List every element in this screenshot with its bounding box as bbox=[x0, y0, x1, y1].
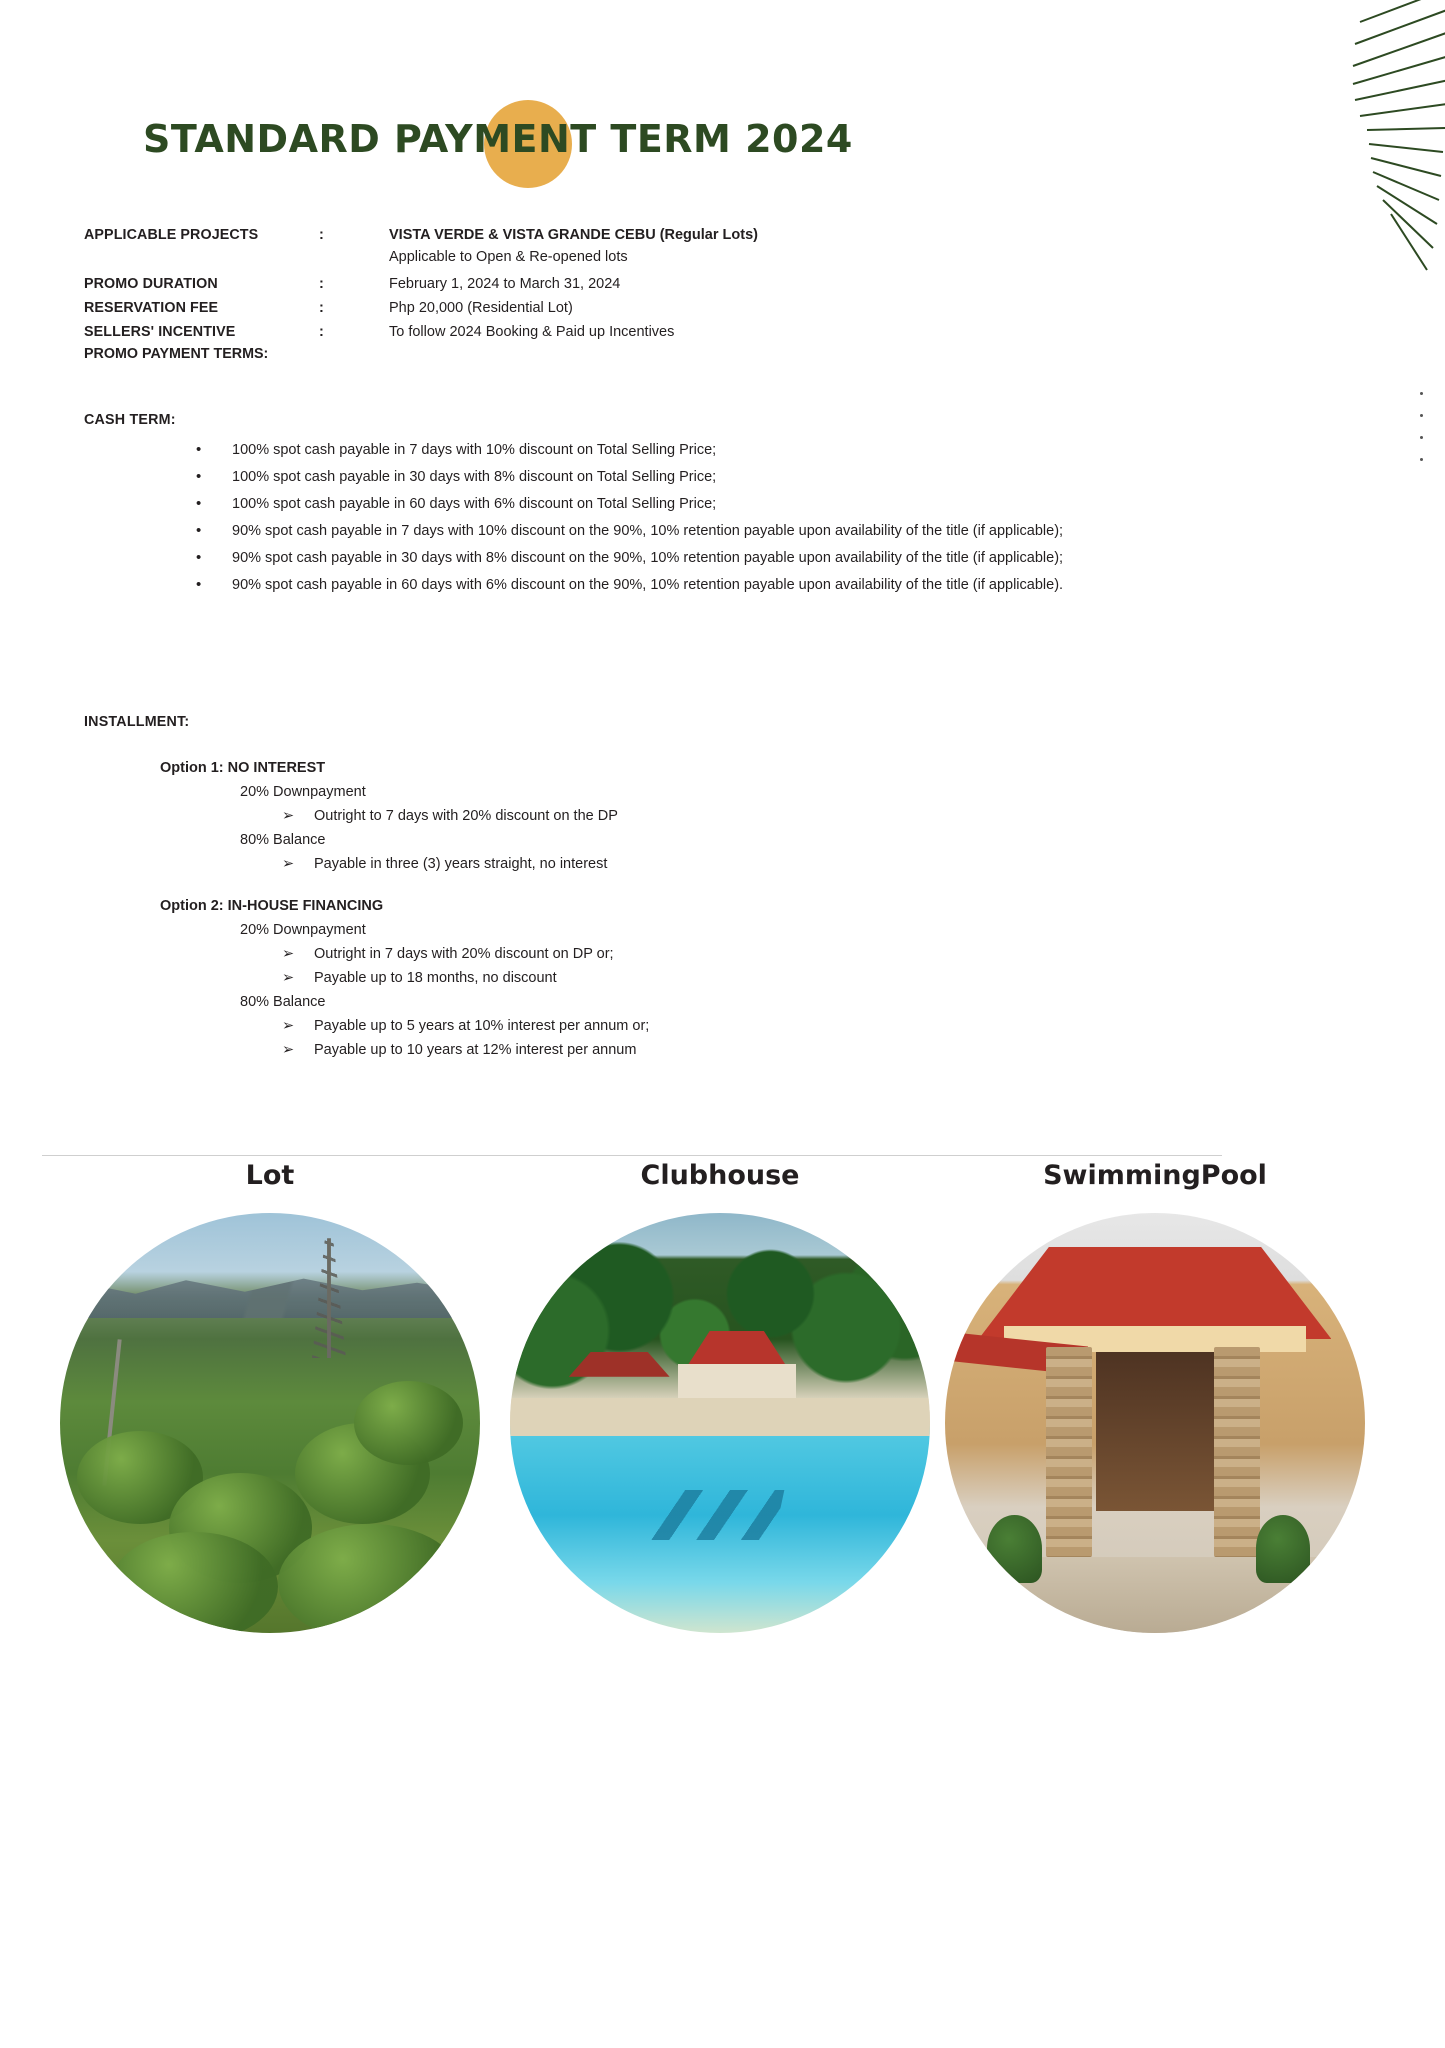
list-item bbox=[196, 575, 1076, 595]
field-subvalue-applicable-projects: Applicable to Open & Re-opened lots bbox=[389, 249, 628, 265]
cash-term-list bbox=[196, 440, 1076, 602]
field-colon: : bbox=[319, 227, 324, 243]
option-sub-item bbox=[282, 942, 1060, 966]
field-value: Php 20,000 (Residential Lot) bbox=[389, 300, 573, 316]
lot-photo bbox=[60, 1213, 480, 1633]
option-sub-item-text: Outright to 7 days with 20% discount on the DP bbox=[314, 808, 618, 824]
installment-heading: INSTALLMENT: bbox=[84, 714, 190, 730]
field-label: APPLICABLE PROJECTS bbox=[84, 227, 259, 243]
gallery-item-lot bbox=[60, 1160, 480, 1633]
list-item bbox=[196, 548, 1076, 568]
arrow-icon: ➢ bbox=[282, 946, 295, 962]
field-row-reservation-fee bbox=[84, 298, 1084, 318]
header-fields bbox=[84, 225, 1084, 362]
section-divider bbox=[42, 1155, 1222, 1156]
promo-payment-terms-label: PROMO PAYMENT TERMS: bbox=[84, 346, 269, 362]
field-label: SELLERS' INCENTIVE bbox=[84, 324, 236, 340]
bullet-icon: • bbox=[196, 495, 202, 512]
sunburst-decoration bbox=[1155, 0, 1445, 310]
arrow-icon: ➢ bbox=[282, 856, 295, 872]
option-group-label: 20% Downpayment bbox=[240, 784, 366, 800]
clubhouse-photo bbox=[510, 1213, 930, 1633]
gallery-caption: SwimmingPool bbox=[1043, 1160, 1267, 1191]
bullet-icon: • bbox=[196, 549, 202, 566]
bullet-icon: • bbox=[196, 441, 202, 458]
option-sub-item bbox=[282, 852, 1060, 876]
field-row-sellers-incentive bbox=[84, 322, 1084, 342]
field-row-promo-duration bbox=[84, 274, 1084, 294]
spacer bbox=[160, 876, 1060, 898]
option-title: Option 1: NO INTEREST bbox=[160, 760, 326, 776]
field-value: To follow 2024 Booking & Paid up Incentives bbox=[389, 324, 675, 340]
option-sub-item bbox=[282, 1038, 1060, 1062]
option-group-label: 20% Downpayment bbox=[240, 922, 366, 938]
list-item bbox=[196, 521, 1076, 541]
option-title: Option 2: IN-HOUSE FINANCING bbox=[160, 898, 384, 914]
list-item bbox=[196, 494, 1076, 514]
list-item bbox=[196, 440, 1076, 460]
photo-gallery bbox=[0, 1160, 1445, 1630]
swimming-pool-photo bbox=[945, 1213, 1365, 1633]
field-colon: : bbox=[319, 276, 324, 292]
field-colon: : bbox=[319, 324, 324, 340]
page-title-block bbox=[0, 100, 1000, 190]
option-sub-item bbox=[282, 966, 1060, 990]
option-sub-item-text: Payable up to 18 months, no discount bbox=[314, 970, 557, 986]
option-group-label: 80% Balance bbox=[240, 994, 326, 1010]
field-label: RESERVATION FEE bbox=[84, 300, 219, 316]
field-label: PROMO DURATION bbox=[84, 276, 218, 292]
arrow-icon: ➢ bbox=[282, 1042, 295, 1058]
option-group-label: 80% Balance bbox=[240, 832, 326, 848]
field-colon: : bbox=[319, 300, 324, 316]
cash-term-heading: CASH TERM: bbox=[84, 412, 176, 428]
gallery-caption: Clubhouse bbox=[640, 1160, 800, 1191]
arrow-icon: ➢ bbox=[282, 1018, 295, 1034]
list-item-text: 90% spot cash payable in 30 days with 8% discount on the 90%, 10% retention payable upon availability of the title (if applicable); bbox=[232, 550, 1064, 566]
field-row-applicable-projects bbox=[84, 225, 1084, 245]
arrow-icon: ➢ bbox=[282, 970, 295, 986]
option-sub-item-text: Outright in 7 days with 20% discount on DP or; bbox=[314, 946, 614, 962]
pavilion-image bbox=[945, 1213, 1365, 1633]
option-sub-item bbox=[282, 1014, 1060, 1038]
edge-marker-dots bbox=[1420, 392, 1428, 480]
hillside-lot-image bbox=[60, 1213, 480, 1633]
bullet-icon: • bbox=[196, 576, 202, 593]
page-title: STANDARD PAYMENT TERM 2024 bbox=[143, 117, 853, 161]
option-sub-item bbox=[282, 804, 1060, 828]
installment-options bbox=[160, 760, 1060, 1062]
bullet-icon: • bbox=[196, 522, 202, 539]
option-sub-item-text: Payable up to 5 years at 10% interest per annum or; bbox=[314, 1018, 650, 1034]
arrow-icon: ➢ bbox=[282, 808, 295, 824]
list-item bbox=[196, 467, 1076, 487]
option-sub-item-text: Payable up to 10 years at 12% interest per annum bbox=[314, 1042, 637, 1058]
list-item-text: 90% spot cash payable in 60 days with 6% discount on the 90%, 10% retention payable upon availability of the title (if applicable). bbox=[232, 577, 1064, 593]
option-sub-item-text: Payable in three (3) years straight, no interest bbox=[314, 856, 608, 872]
gallery-item-swimming-pool bbox=[945, 1160, 1365, 1633]
field-value: February 1, 2024 to March 31, 2024 bbox=[389, 276, 621, 292]
gallery-caption: Lot bbox=[245, 1160, 295, 1191]
gallery-item-clubhouse bbox=[510, 1160, 930, 1633]
bullet-icon: • bbox=[196, 468, 202, 485]
field-value: VISTA VERDE & VISTA GRANDE CEBU (Regular Lots) bbox=[389, 227, 758, 243]
list-item-text: 100% spot cash payable in 30 days with 8% discount on Total Selling Price; bbox=[232, 469, 717, 485]
installment-option-1 bbox=[160, 760, 1060, 876]
list-item-text: 100% spot cash payable in 7 days with 10% discount on Total Selling Price; bbox=[232, 442, 717, 458]
list-item-text: 90% spot cash payable in 7 days with 10% discount on the 90%, 10% retention payable upon availability of the title (if applicable); bbox=[232, 523, 1064, 539]
installment-option-2 bbox=[160, 898, 1060, 1062]
list-item-text: 100% spot cash payable in 60 days with 6% discount on Total Selling Price; bbox=[232, 496, 717, 512]
clubhouse-pool-image bbox=[510, 1213, 930, 1633]
